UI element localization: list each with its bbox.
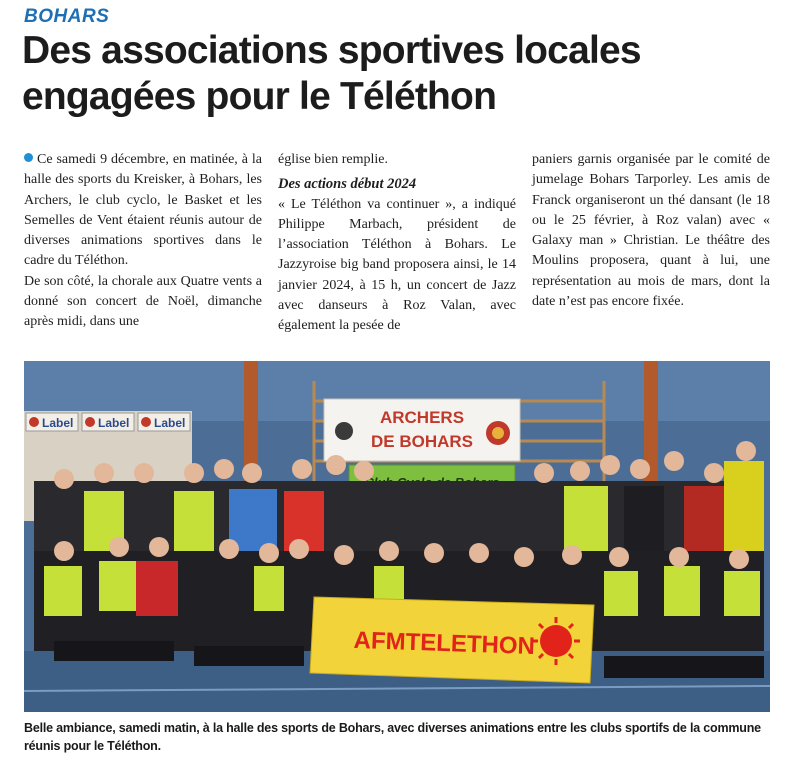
archers-banner-line-1: ARCHERS — [379, 408, 465, 427]
article-column-2 — [278, 150, 516, 337]
label-sign-3: Label — [154, 416, 186, 430]
paragraph: paniers garnis organisée par le comité de jumelage Bohars Tarporley. Les amis de Franck organiseront un thé dansant (le 18 ou le 25 février, à Roz valan) avec « Galaxy man » Christian. Le théâtre des Moulins proposera, quant à lui, une représentation au mois de mars, dont la date n’est pas encore fixée. — [532, 152, 770, 310]
bullet-dot-icon — [24, 153, 33, 162]
archers-banner-line-2: DE BOHARS — [370, 432, 474, 451]
paragraph: « Le Téléthon va continuer », a indiqué Philippe Marbach, président de l’association Téléthon à Bohars. Le Jazzyroise big band proposera ainsi, le 14 janvier 2024, à 15 h, un concert de Jazz avec danseurs à Roz Valan, avec également la pesée de — [278, 196, 516, 334]
paragraph: église bien remplie. — [278, 152, 389, 167]
photo-caption: Belle ambiance, samedi matin, à la halle des sports de Bohars, avec diverses animations entre les clubs sportifs de la commune réunis pour le Téléthon. — [24, 721, 761, 753]
article-column-3 — [532, 150, 770, 312]
article-subhead: Des actions début 2024 — [278, 176, 417, 193]
section-kicker: BOHARS — [24, 6, 110, 27]
paragraph — [24, 150, 262, 272]
telethon-banner-text: AFMTELETHON — [353, 626, 536, 661]
headline-line-1: Des associations sportives locales — [22, 29, 641, 72]
paragraph-text: Ce samedi 9 décembre, en matinée, à la halle des sports du Kreisker, à Bohars, les Archers, le club cyclo, le Basket et les Semelles de Vent étaient réunis autour de diverses animations sportives dans le cadre du Téléthon. — [24, 152, 262, 269]
article-column-1 — [24, 150, 262, 333]
label-sign-2: Label — [98, 416, 130, 430]
headline-line-2: engagées pour le Téléthon — [22, 75, 497, 118]
label-sign-1: Label — [42, 416, 74, 430]
article-headline — [22, 28, 772, 120]
paragraph: De son côté, la chorale aux Quatre vents a donné son concert de Noël, dimanche après midi, dans une — [24, 273, 262, 330]
article-body — [24, 150, 770, 350]
group-photo — [24, 361, 770, 712]
